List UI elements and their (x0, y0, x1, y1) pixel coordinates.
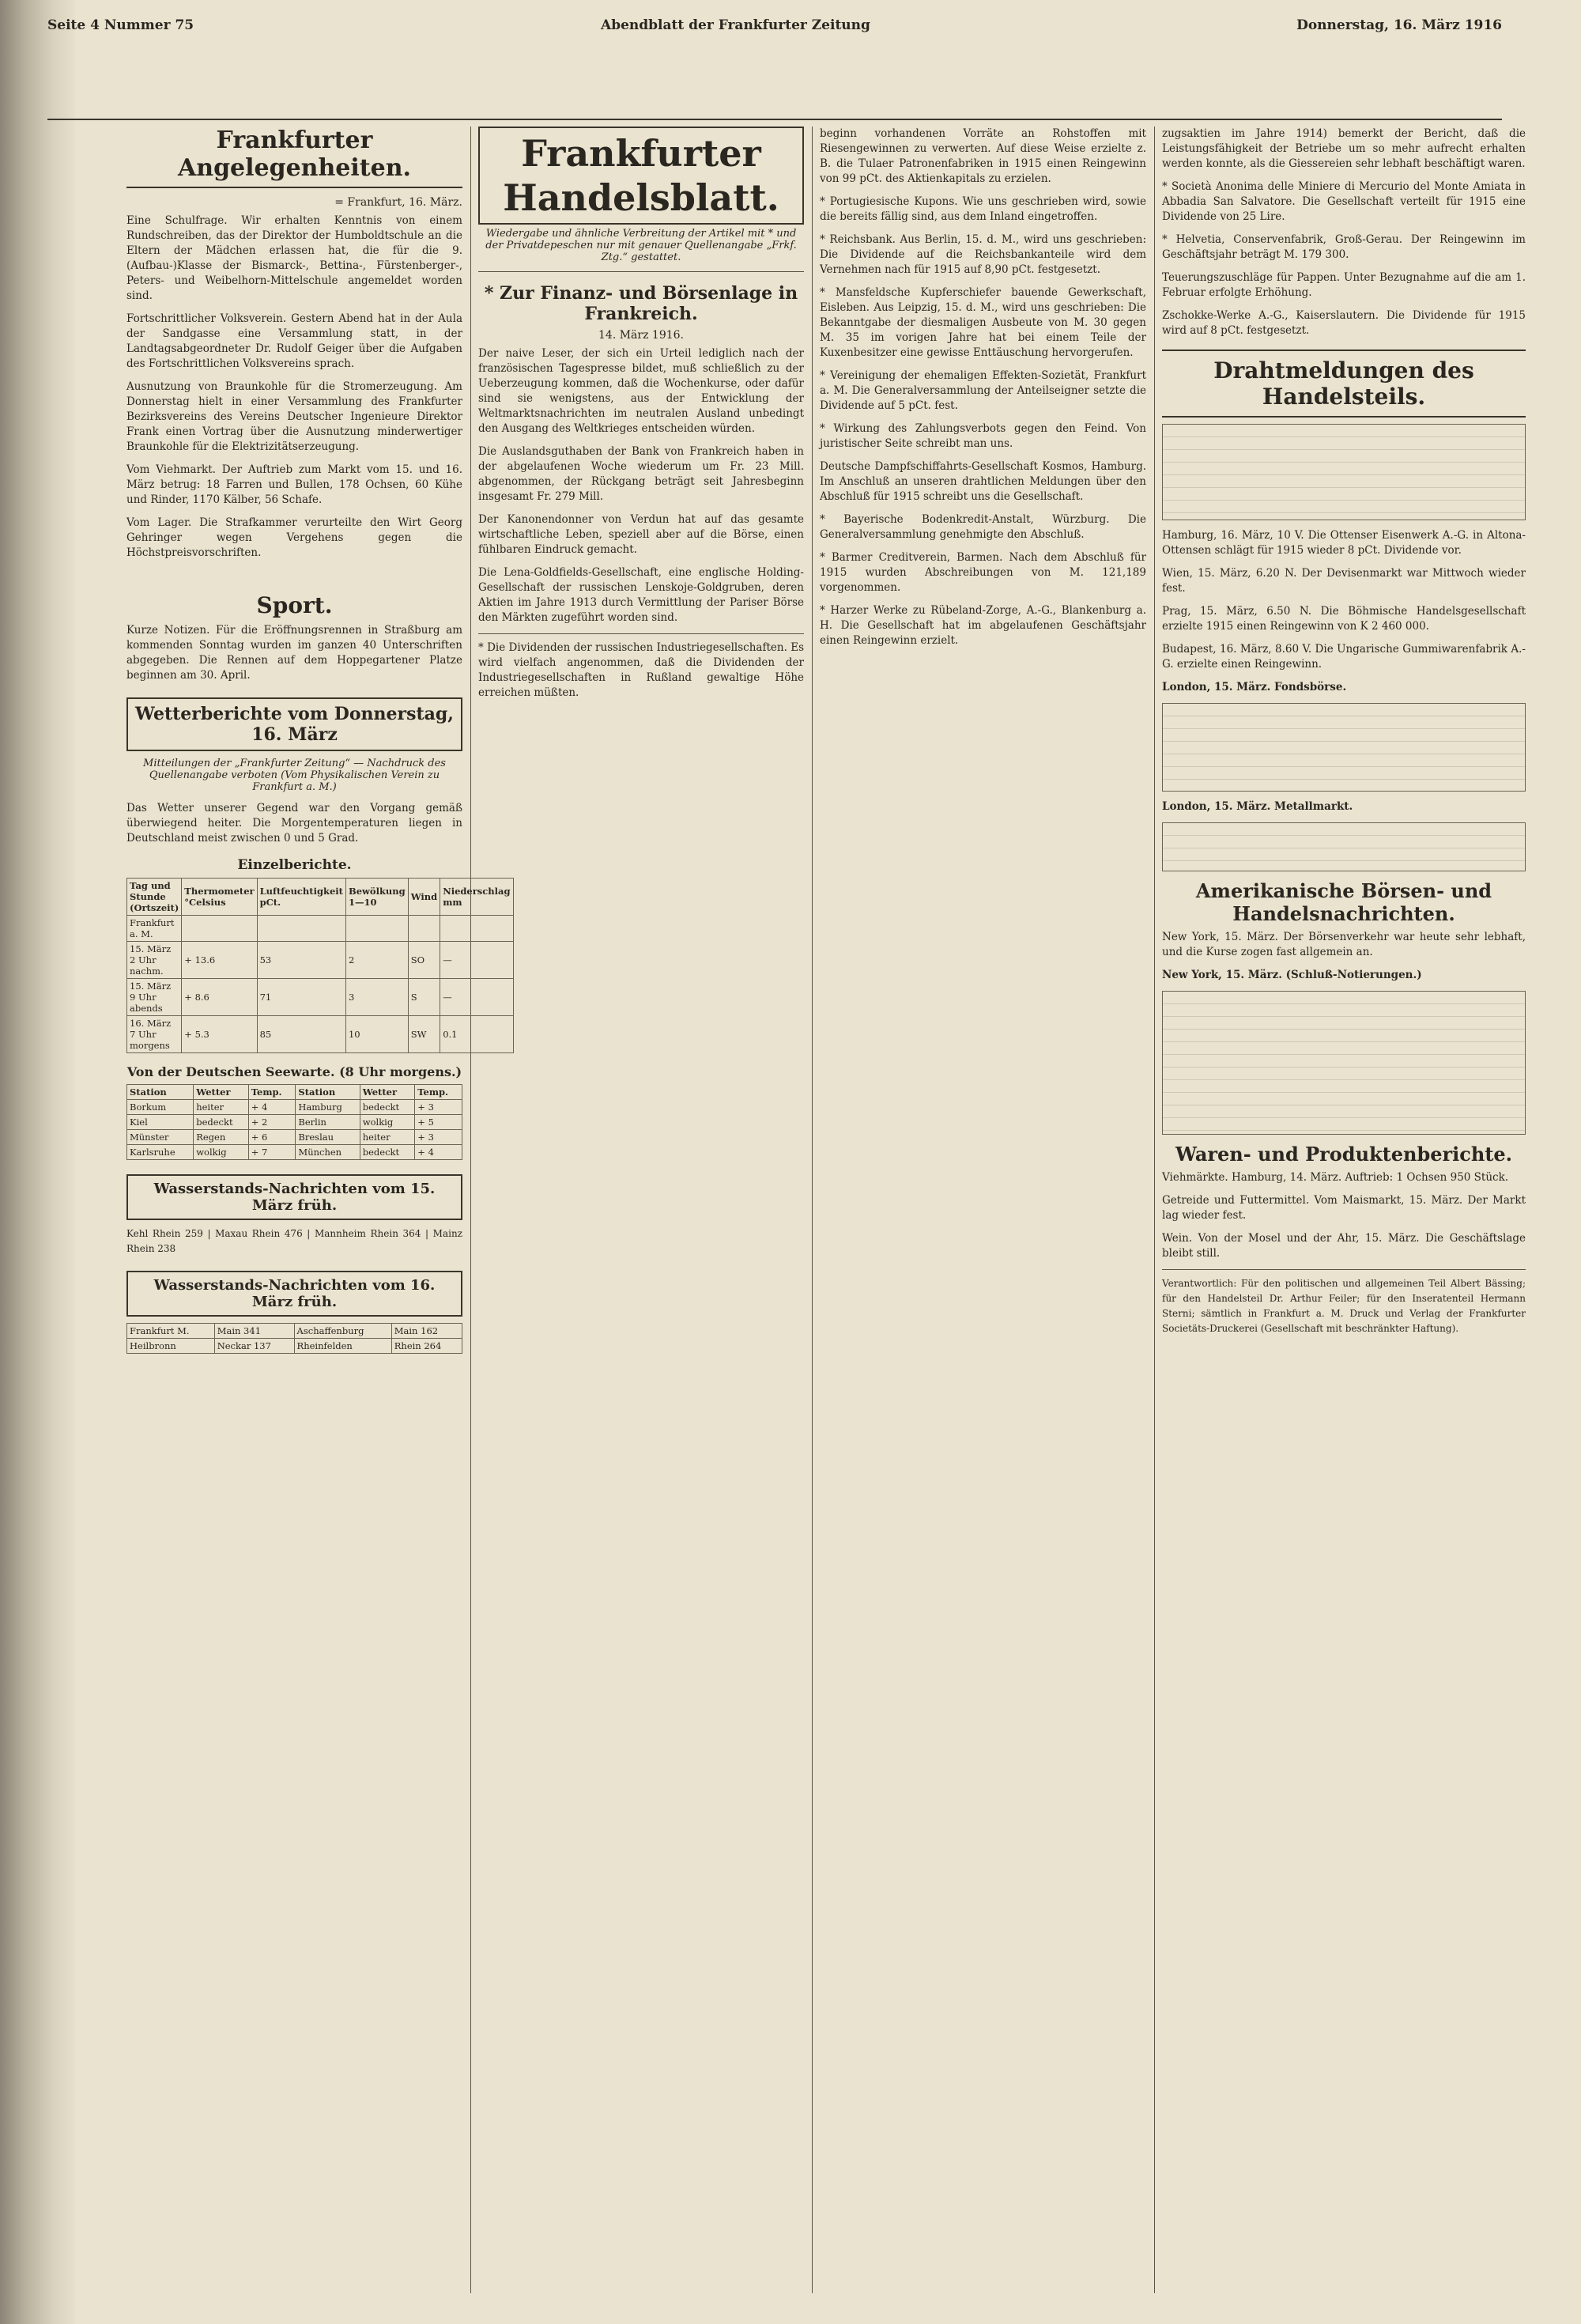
table-row (127, 1100, 462, 1115)
article-paragraph: Eine Schulfrage. Wir erhalten Kenntnis von einem Rundschreiben, das der Direktor der Humboldtschule an die Eltern der Mädchen erlassen hat, die für die 9. (Aufbau-)Klasse der Bismarck-, Bettina-, Fürstenberger-, Peters- und Weibelhorn-Mittelschule angemeldet worden sind. (126, 214, 462, 302)
table-cell: 3 (345, 979, 408, 1016)
table-cell: + 3 (415, 1130, 462, 1145)
article-headline: * Zur Finanz- und Börsenlage in Frankreich. (484, 283, 798, 324)
table-cell: Hamburg (296, 1100, 360, 1115)
table-cell: + 5.3 (182, 1016, 257, 1053)
table-cell: 2 (345, 942, 408, 979)
london-metal-heading: London, 15. März. Metallmarkt. (1162, 800, 1353, 813)
page-header (47, 17, 1502, 41)
drahtmeldungen-title: Drahtmeldungen des Handelsteils. (1162, 350, 1526, 418)
column-business-notes (820, 127, 1146, 2293)
table-row (127, 979, 514, 1016)
divider (478, 633, 804, 634)
imprint-footer: Verantwortlich: Für den politischen und allgemeinen Teil Albert Bässing; für den Handelsteil Dr. Arthur Feiler; für den Inseratenteil Hermann Sterni; sämtlich in Frankfurt a. M. Druck und Verlag der Frankfurter Societäts-Druckerei (Gesellschaft mit beschränkter Haftung). (1162, 1278, 1526, 1334)
table-row (127, 1130, 462, 1145)
column-header: Temp. (415, 1085, 462, 1100)
column-handelsblatt (478, 127, 804, 2293)
article-paragraph: * Wirkung des Zahlungsverbots gegen den Feind. Von juristischer Seite schreibt man uns. (820, 422, 1146, 450)
table-cell: SO (408, 942, 440, 979)
table-cell (182, 916, 257, 942)
table-cell: Main 162 (391, 1324, 462, 1339)
article-paragraph: Der Kanonendonner von Verdun hat auf das gesamte wirtschaftliche Leben, speziell aber auf die Börse, einen fühlbaren Eindruck gemacht. (478, 513, 804, 556)
column-header: Thermometer °Celsius (182, 879, 257, 916)
article-paragraph: Wien, 15. März, 6.20 N. Der Devisenmarkt war Mittwoch wieder fest. (1162, 567, 1526, 595)
table-cell: heiter (194, 1100, 249, 1115)
divider (1162, 1269, 1526, 1270)
table-cell: S (408, 979, 440, 1016)
column-header: Temp. (248, 1085, 296, 1100)
section-title-sport: Sport. (256, 592, 333, 618)
table-cell (345, 916, 408, 942)
article-paragraph: Hamburg, 16. März, 10 V. Die Ottenser Eisenwerk A.-G. in Altona-Ottensen schlägt für 1915 wieder 8 pCt. Dividende vor. (1162, 529, 1526, 557)
article-paragraph: * Reichsbank. Aus Berlin, 15. d. M., wird uns geschrieben: Die Dividende auf die Reichsbankanteile wird dem Vernehmen nach für 1915 auf 8,90 pCt. festgesetzt. (820, 233, 1146, 276)
section-title-local: Frankfurter Angelegenheiten. (126, 127, 462, 188)
einzelberichte-table (126, 878, 514, 1053)
table-cell: Breslau (296, 1130, 360, 1145)
column-header: Wetter (194, 1085, 249, 1100)
column-header: Station (296, 1085, 360, 1100)
article-paragraph: * Die Dividenden der russischen Industriegesellschaften. Es wird vielfach angenommen, daß die Dividenden der Industriegesellschaften in Rußland gewaltige Höhe erreichen müßten. (478, 641, 804, 699)
handelsblatt-masthead: Frankfurter Handelsblatt. (478, 127, 804, 225)
newyork-closing-table (1162, 991, 1526, 1135)
handelsblatt-notice: Wiedergabe und ähnliche Verbreitung der Artikel mit * und der Privatdepeschen nur mit genauer Quellenangabe „Frkf. Ztg.“ gestattet. (485, 228, 797, 263)
column-header: Tag und Stunde (Ortszeit) (127, 879, 182, 916)
article-paragraph: * Portugiesische Kupons. Wie uns geschrieben wird, sowie die bereits fällig sind, aus dem Inland eingetroffen. (820, 195, 1146, 223)
article-paragraph: * Mansfeldsche Kupferschiefer bauende Gewerkschaft, Eisleben. Aus Leipzig, 15. d. M., wird uns geschrieben: Die Bekanntgabe der diesmaligen Ausbeute von M. 30 gegen M. 35 im vorigen Jahre hat bei einem Teile der Kuxenbesitzer eine gewisse Enttäuschung hervorgerufen. (820, 286, 1146, 359)
table-row (127, 916, 514, 942)
table-cell: wolkig (194, 1145, 249, 1160)
table-row (127, 1324, 462, 1339)
devisen-table (1162, 424, 1526, 520)
table-cell: Kiel (127, 1115, 194, 1130)
weather-title: Wetterberichte vom Donnerstag, 16. März (126, 697, 462, 751)
table-cell: + 2 (248, 1115, 296, 1130)
table-cell: — (440, 979, 513, 1016)
table-cell: 15. März 9 Uhr abends (127, 979, 182, 1016)
london-metal-table (1162, 822, 1526, 871)
header-masthead: Abendblatt der Frankfurter Zeitung (601, 17, 870, 33)
einzelberichte-title: Einzelberichte. (237, 857, 352, 873)
table-cell: bedeckt (194, 1115, 249, 1130)
article-paragraph: Getreide und Futtermittel. Vom Maismarkt, 15. März. Der Markt lag wieder fest. (1162, 1194, 1526, 1222)
article-paragraph: * Barmer Creditverein, Barmen. Nach dem Abschluß für 1915 wurden Abschreibungen von M. 121,189 vorgenommen. (820, 551, 1146, 594)
article-paragraph: Deutsche Dampfschiffahrts-Gesellschaft Kosmos, Hamburg. Im Anschluß an unseren drahtlichen Meldungen über den Abschluß für 1915 schreibt uns die Gesellschaft. (820, 460, 1146, 503)
article-paragraph: Teuerungszuschläge für Pappen. Unter Bezugnahme auf die am 1. Februar erfolgte Erhöhung. (1162, 271, 1526, 299)
table-cell: 16. März 7 Uhr morgens (127, 1016, 182, 1053)
commodity-reports-title: Waren- und Produktenberichte. (1175, 1143, 1513, 1166)
article-paragraph: zugsaktien im Jahre 1914) bemerkt der Bericht, daß die Leistungsfähigkeit der Betriebe um so mehr aufrecht erhalten werden konnte, als die Giessereien sehr lebhaft beschäftigt waren. (1162, 127, 1526, 170)
table-cell: Frankfurt a. M. (127, 916, 182, 942)
london-fonds-heading: London, 15. März. Fondsbörse. (1162, 681, 1347, 693)
table-cell: 85 (257, 1016, 345, 1053)
table-cell: SW (408, 1016, 440, 1053)
weather-subtitle: Mitteilungen der „Frankfurter Zeitung“ — Nachdruck des Quellenangabe verboten (Vom Physikalischen Verein zu Frankfurt a. M.) (143, 758, 446, 793)
table-cell: München (296, 1145, 360, 1160)
water-levels-title-1: Wasserstands-Nachrichten vom 15. März früh. (126, 1174, 462, 1220)
column-divider (1154, 127, 1155, 2293)
header-page-number: Seite 4 Nummer 75 (47, 17, 194, 33)
column-divider (470, 127, 471, 2293)
article-paragraph: Fortschrittlicher Volksverein. Gestern Abend hat in der Aula der Sandgasse eine Versammlung statt, in der Landtagsabgeordneter Dr. Rudolf Geiger über die Aufgaben des Fortschrittlichen Volksvereins sprach. (126, 312, 462, 370)
table-cell: 71 (257, 979, 345, 1016)
table-cell: Borkum (127, 1100, 194, 1115)
article-paragraph: Die Auslandsguthaben der Bank von Frankreich haben in der abgelaufenen Woche wiederum um Fr. 23 Mill. abgenommen, der Rückgang beträgt seit Jahresbeginn insgesamt Fr. 279 Mill. (478, 445, 804, 503)
article-paragraph: Die Lena-Goldfields-Gesellschaft, eine englische Holding-Gesellschaft der russischen Lenskoje-Goldgruben, deren Aktien im Jahre 1913 durch Vermittlung der Pariser Börse den Märkten zugeführt worden sind. (478, 566, 804, 624)
table-cell: + 6 (248, 1130, 296, 1145)
table-cell: + 7 (248, 1145, 296, 1160)
table-cell: Frankfurt M. (127, 1324, 215, 1339)
column-header: Station (127, 1085, 194, 1100)
article-paragraph: New York, 15. März. Der Börsenverkehr war heute sehr lebhaft, und die Kurse zogen fast allgemein an. (1162, 931, 1526, 958)
article-paragraph: Zschokke-Werke A.-G., Kaiserslautern. Die Dividende für 1915 wird auf 8 pCt. festgesetzt. (1162, 309, 1526, 337)
table-cell: 0.1 (440, 1016, 513, 1053)
table-row (127, 1339, 462, 1354)
article-paragraph: * Harzer Werke zu Rübeland-Zorge, A.-G., Blankenburg a. H. Die Gesellschaft hat im abgelaufenen Geschäftsjahr einen Reingewinn erzielt. (820, 604, 1146, 647)
table-cell: Aschaffenburg (294, 1324, 391, 1339)
table-cell: Berlin (296, 1115, 360, 1130)
article-paragraph: Viehmärkte. Hamburg, 14. März. Auftrieb: 1 Ochsen 950 Stück. (1162, 1171, 1509, 1184)
table-cell: + 3 (415, 1100, 462, 1115)
table-cell (257, 916, 345, 942)
column-header: Wind (408, 879, 440, 916)
article-paragraph: Prag, 15. März, 6.50 N. Die Böhmische Handelsgesellschaft erzielte 1915 einen Reingewinn von K 2 460 000. (1162, 605, 1526, 633)
article-paragraph: Budapest, 16. März, 8.60 V. Die Ungarische Gummiwarenfabrik A.-G. erzielte einen Reingewinn. (1162, 643, 1526, 671)
column-header: Bewölkung 1—10 (345, 879, 408, 916)
table-cell: 15. März 2 Uhr nachm. (127, 942, 182, 979)
article-paragraph: * Helvetia, Conservenfabrik, Groß-Gerau. Der Reingewinn im Geschäftsjahr beträgt M. 179 300. (1162, 233, 1526, 261)
water-levels-line: Kehl Rhein 259 | Maxau Rhein 476 | Mannheim Rhein 364 | Mainz Rhein 238 (126, 1228, 462, 1254)
article-paragraph: * Società Anonima delle Miniere di Mercurio del Monte Amiata in Abbadia San Salvatore. Die Gesellschaft verteilt für 1915 eine Dividende von 25 Lire. (1162, 180, 1526, 223)
newyork-closing-heading: New York, 15. März. (Schluß-Notierungen.) (1162, 969, 1422, 981)
table-cell (408, 916, 440, 942)
article-paragraph: * Vereinigung der ehemaligen Effekten-Sozietät, Frankfurt a. M. Die Generalversammlung der Anteilseigner setzte die Dividende auf 5 pCt. fest. (820, 369, 1146, 412)
seewarte-table (126, 1084, 462, 1160)
article-paragraph: Vom Lager. Die Strafkammer verurteilte den Wirt Georg Gehringer wegen Vergehens gegen die Höchstpreisvorschriften. (126, 516, 462, 559)
table-cell: bedeckt (360, 1145, 415, 1160)
water-levels-title-2: Wasserstands-Nachrichten vom 16. März früh. (126, 1271, 462, 1317)
article-paragraph: * Bayerische Bodenkredit-Anstalt, Würzburg. Die Generalversammlung genehmigte den Abschluß. (820, 513, 1146, 541)
table-row (127, 1145, 462, 1160)
table-cell: Münster (127, 1130, 194, 1145)
article-paragraph: Wein. Von der Mosel und der Ahr, 15. März. Die Geschäftslage bleibt still. (1162, 1232, 1526, 1260)
column-header: Wetter (360, 1085, 415, 1100)
page-binding-edge (0, 0, 75, 2324)
column-header: Niederschlag mm (440, 879, 513, 916)
table-cell: Regen (194, 1130, 249, 1145)
london-fonds-table (1162, 703, 1526, 792)
table-cell: Rheinfelden (294, 1339, 391, 1354)
table-cell: Karlsruhe (127, 1145, 194, 1160)
table-cell: 53 (257, 942, 345, 979)
table-cell: + 4 (415, 1145, 462, 1160)
article-paragraph: Kurze Notizen. Für die Eröffnungsrennen in Straßburg am kommenden Sonntag wurden im ganzen 40 Unterschriften abgegeben. Die Rennen auf dem Hoppegartener Platze beginnen am 30. April. (126, 624, 462, 682)
american-news-title: Amerikanische Börsen- und Handelsnachrichten. (1195, 879, 1492, 925)
header-rule (47, 119, 1502, 120)
table-row (127, 942, 514, 979)
weather-paragraph: Das Wetter unserer Gegend war den Vorgang gemäß überwiegend heiter. Die Morgentemperaturen liegen in Deutschland meist zwischen 0 und 5 Grad. (126, 802, 462, 845)
divider (478, 271, 804, 272)
column-market-reports (1162, 127, 1526, 2293)
article-paragraph: Der naive Leser, der sich ein Urteil lediglich nach der französischen Tagespresse bildet, muß schließlich zu der Ueberzeugung kommen, daß die Wochenkurse, oder dafür sind sie wenigstens, aus der Entwicklung der Weltmarktsnachrichten im neutralen Ausland unbedingt den Ausgang des Weltkrieges entscheiden würden. (478, 347, 804, 435)
table-cell: — (440, 942, 513, 979)
table-cell: heiter (360, 1130, 415, 1145)
table-cell: Neckar 137 (214, 1339, 294, 1354)
table-cell: + 13.6 (182, 942, 257, 979)
table-cell: Main 341 (214, 1324, 294, 1339)
table-header-row (127, 1085, 462, 1100)
seewarte-title: Von der Deutschen Seewarte. (8 Uhr morgens.) (126, 1064, 462, 1079)
table-cell: bedeckt (360, 1100, 415, 1115)
table-cell: wolkig (360, 1115, 415, 1130)
table-header-row (127, 879, 514, 916)
table-cell: 10 (345, 1016, 408, 1053)
table-cell: + 8.6 (182, 979, 257, 1016)
table-cell: Heilbronn (127, 1339, 215, 1354)
water-levels-table (126, 1323, 462, 1354)
article-paragraph: Vom Viehmarkt. Der Auftrieb zum Markt vom 15. und 16. März betrug: 18 Farren und Bullen, 178 Ochsen, 60 Kühe und Rinder, 1170 Kälber, 56 Schafe. (126, 463, 462, 506)
table-cell: + 5 (415, 1115, 462, 1130)
column-divider (812, 127, 813, 2293)
header-date: Donnerstag, 16. März 1916 (1296, 17, 1502, 33)
dateline: = Frankfurt, 16. März. (334, 196, 462, 209)
table-row (127, 1016, 514, 1053)
column-local-news (126, 127, 511, 2293)
article-date: 14. März 1916. (598, 329, 684, 342)
article-paragraph: Ausnutzung von Braunkohle für die Stromerzeugung. Am Donnerstag hielt in einer Versammlung des Frankfurter Bezirksvereins des Vereins Deutscher Ingenieure Direktor Frank einen Vortrag über die Ausnutzung minderwertiger Braunkohle für die Elektrizitätserzeugung. (126, 380, 462, 453)
article-paragraph: beginn vorhandenen Vorräte an Rohstoffen mit Riesengewinnen zu verwerten. Auf diese Weise erzielte z. B. die Tulaer Patronenfabriken in 1915 einen Reingewinn von 99 pCt. des Aktienkapitals zu erzielen. (820, 127, 1146, 185)
table-row (127, 1115, 462, 1130)
table-cell: Rhein 264 (391, 1339, 462, 1354)
column-header: Luftfeuchtigkeit pCt. (257, 879, 345, 916)
table-cell: + 4 (248, 1100, 296, 1115)
